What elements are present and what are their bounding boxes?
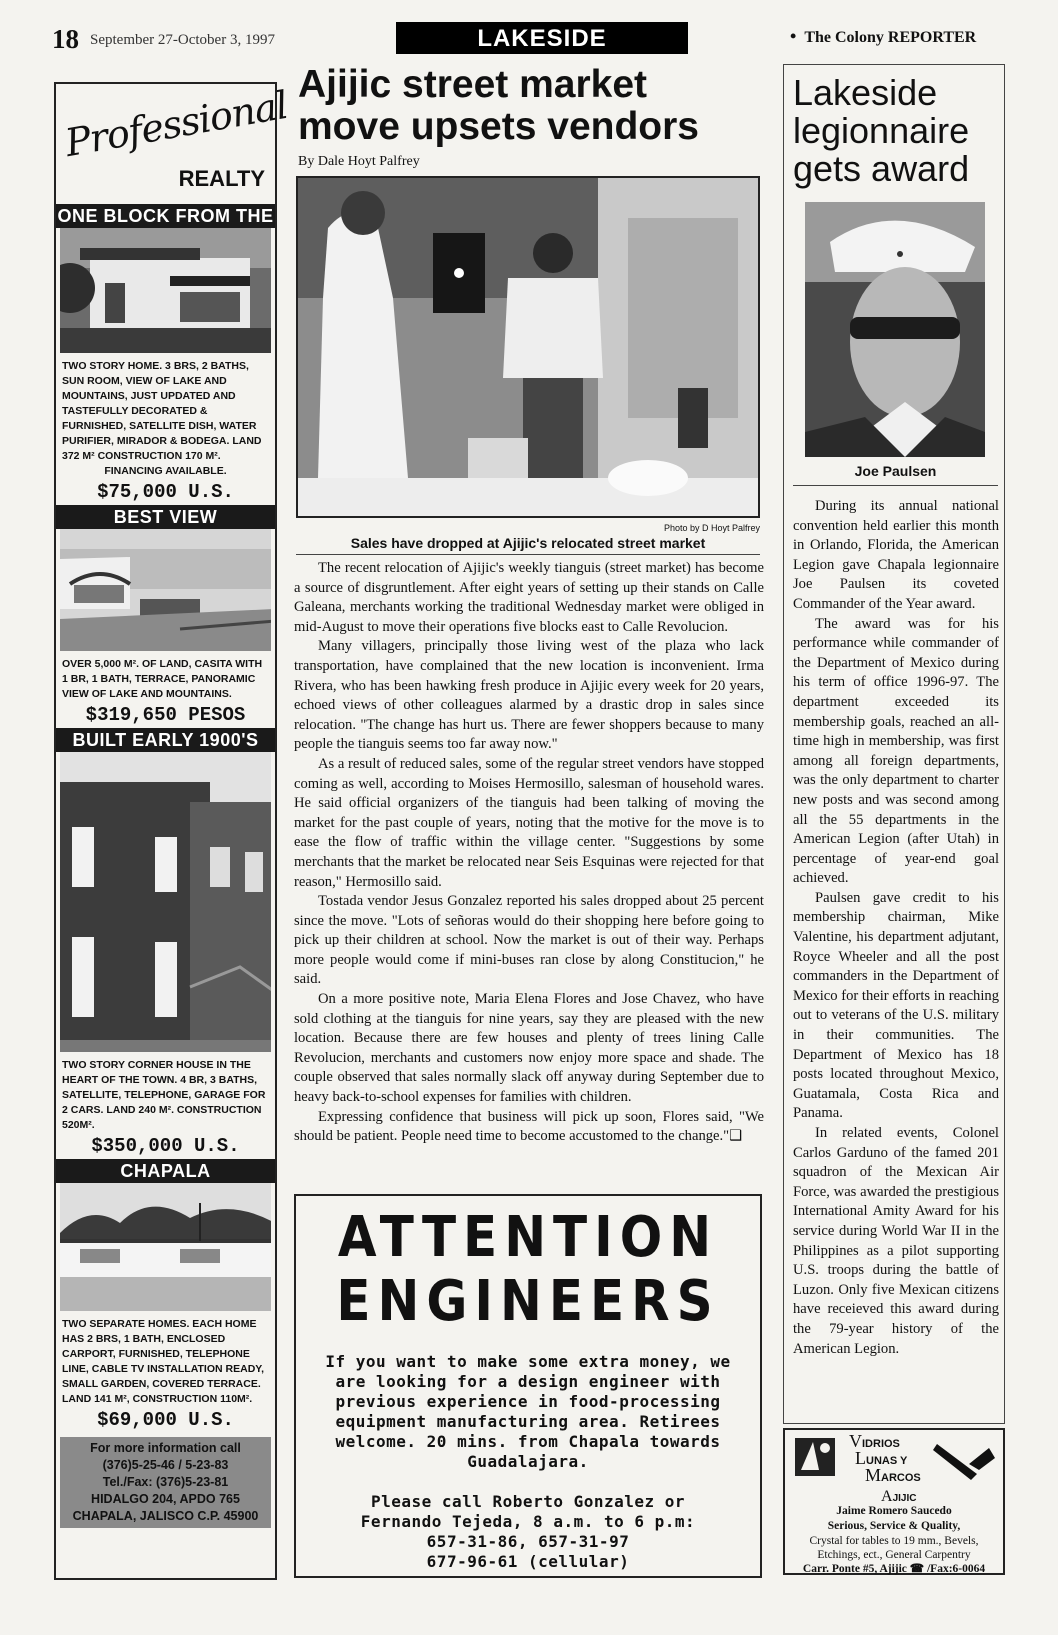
services-line: Crystal for tables to 19 mm., Bevels, bbox=[809, 1535, 979, 1547]
photo-caption: Sales have dropped at Ajijic's relocated street market bbox=[296, 535, 760, 555]
article-paragraph: The recent relocation of Ajijic's weekly tianguis (street market) has become a source of disgruntlement. After eight years of setting up their stands on Calle Galeana, merchants working the traditional Wednesday market were obliged in mid-August to move their operations five blocks east to Calle Revolucion. bbox=[294, 560, 764, 635]
contact-fax: Tel./Fax: (376)5-23-81 bbox=[102, 1475, 229, 1489]
name-initial: M bbox=[865, 1465, 882, 1485]
contact-line: For more information call bbox=[90, 1441, 241, 1455]
listing-desc-text: TWO STORY CORNER HOUSE IN THE HEART OF THE TOWN. 4 BR, 3 BATHS, SATELLITE, TELEPHONE, GARAGE FOR 2 CARS. LAND 240 M². CONSTRUCTION 520M². bbox=[62, 1059, 266, 1131]
listing-banner: CHAPALA bbox=[56, 1159, 275, 1183]
main-headline: Ajijic street market move upsets vendors bbox=[298, 63, 699, 148]
listing-price: $319,650 PESOS bbox=[85, 704, 246, 726]
engineers-ad bbox=[294, 1194, 762, 1578]
market-photo bbox=[296, 176, 760, 518]
listing-desc-text: TWO STORY HOME. 3 BRS, 2 BATHS, SUN ROOM, VIEW OF LAKE AND MOUNTAINS, JUST UPDATED AND TASTEFULLY DECORATED & FURNISHED, SATELLITE DISH, WATER PURIFIER, MIRADOR & BODEGA. bbox=[62, 360, 257, 447]
portrait-photo bbox=[805, 202, 985, 457]
listing-desc-financing: FINANCING AVAILABLE. bbox=[104, 465, 227, 477]
paper-name: The Colony REPORTER bbox=[804, 29, 977, 46]
bullet-icon: • bbox=[790, 26, 797, 46]
realty-ad bbox=[54, 82, 291, 1580]
contact-phone: (376)5-25-46 / 5-23-83 bbox=[102, 1458, 229, 1472]
ad-cellular: 677-96-61 (cellular) bbox=[426, 1552, 630, 1571]
name-initial: V bbox=[849, 1431, 862, 1451]
ad-call bbox=[296, 1492, 760, 1572]
listing-price: $75,000 U.S. bbox=[97, 481, 234, 503]
name-rest: UNAS Y bbox=[866, 1455, 908, 1467]
name-rest: ARCOS bbox=[881, 1472, 921, 1484]
name-initial: A bbox=[881, 1488, 893, 1505]
hammer-icon bbox=[933, 1438, 997, 1486]
article-paragraph: Expressing confidence that business will pick up soon, Flores said, "We should be patient. People need time to become accustomed to the change."❑ bbox=[294, 1108, 764, 1145]
vidrios-ad bbox=[783, 1428, 1005, 1575]
article-paragraph: As a result of reduced sales, some of the regular street vendors have stopped coming as well, according to Moises Hermosillo, salesman of household wares. He said official organizers of the tianguis had been talking of moving the market for the past couple of years, noting that the motive for the move is to ease the flow of traffic within the village center. "Suggestions by some merchants that the market be relocated near Seis Esquinas were rejected for that reason," Hermosillo said. bbox=[294, 755, 764, 890]
ad-title-2: ENGINEERS bbox=[336, 1268, 720, 1334]
masthead bbox=[790, 26, 1010, 47]
name-rest: JIJIC bbox=[892, 1493, 917, 1504]
listing-description bbox=[56, 651, 275, 702]
side-article bbox=[793, 497, 999, 1359]
listing-desc-text: OVER 5,000 M². OF LAND, CASITA WITH 1 BR, 1 BATH, TERRACE, PANORAMIC VIEW OF LAKE AND MOUNTAINS. bbox=[62, 658, 263, 700]
listing-description bbox=[56, 1311, 275, 1407]
article-paragraph: Many villagers, principally those living west of the plaza who lack transportation, have complained that the new location is inconvenient. Irma Rivera, who has been hawking fresh produce in Ajijic every week for 20 years, echoed views of other colleagues alarmed by a drastic drop in sales since relocation. "The change has hurt us. There are fewer shoppers because to many people the tianguis seems too far away now." bbox=[294, 638, 764, 753]
photo-credit: Photo by D Hoyt Palfrey bbox=[663, 523, 760, 533]
house-photo bbox=[60, 1183, 271, 1311]
vidrios-owner bbox=[785, 1504, 1003, 1534]
name-rest: IDRIOS bbox=[862, 1438, 900, 1450]
portrait-name: Joe Paulsen bbox=[793, 463, 998, 486]
article-paragraph: Paulsen gave credit to his membership chairman, Mike Valentine, his department adjutant, Royce Wheeler and all the post commanders in the Department of Mexico for their efforts in reaching out to veterans of the U.S. military in their communities. The Department of Mexico has 18 posts located throughout Mexico, Guatamala, Costa Rica and Panama. bbox=[793, 889, 999, 1122]
listing-description bbox=[56, 353, 275, 479]
ad-call-line: Fernando Tejeda, 8 a.m. to 6 p.m: bbox=[360, 1512, 696, 1531]
vidrios-name bbox=[849, 1431, 921, 1485]
logo-word: REALTY bbox=[178, 166, 265, 191]
tagline: Serious, Service & Quality, bbox=[827, 1520, 961, 1532]
section-banner: LAKESIDE bbox=[396, 22, 688, 54]
byline: By Dale Hoyt Palfrey bbox=[298, 154, 420, 169]
ad-title-1: ATTENTION bbox=[337, 1204, 719, 1270]
owner-name: Jaime Romero Saucedo bbox=[836, 1505, 952, 1517]
realty-logo bbox=[56, 82, 291, 204]
article-paragraph: The award was for his performance while commander of the Department of Mexico during his term of office 1996-97. The department exceeded its membership goals, reached an all-time high in membership, was first among all foreign departments, was the only department to charter new posts and was second among all the 55 departments in the American Legion (after Utah) in percentage of year-end goal achieved. bbox=[793, 615, 999, 887]
vidrios-logo-icon bbox=[791, 1434, 851, 1480]
vidrios-services bbox=[785, 1534, 1003, 1576]
name-initial: L bbox=[855, 1448, 866, 1468]
logo-script: Professional bbox=[61, 82, 291, 166]
listing-description bbox=[56, 1052, 275, 1133]
issue-date: September 27-October 3, 1997 bbox=[90, 32, 275, 48]
listing-desc-text: TWO SEPARATE HOMES. EACH HOME HAS 2 BRS, 1 BATH, ENCLOSED CARPORT, FURNISHED, TELEPHONE LINE, CABLE TV INSTALLATION READY, SMALL GARDEN, COVERED TERRACE. LAND 141 M², CONSTRUCTION 110M². bbox=[62, 1318, 265, 1405]
vidrios-address: Carr. Ponte #5, Ajijic ☎ /Fax:6-0064 bbox=[802, 1563, 986, 1575]
listing-banner: BUILT EARLY 1900'S bbox=[56, 728, 275, 752]
services-line: Etchings, ect., General Carpentry bbox=[817, 1549, 971, 1561]
listing-price: $350,000 U.S. bbox=[91, 1135, 240, 1157]
ad-body: If you want to make some extra money, we are looking for a design engineer with previous experience in food-processing equipment manufacturing area. Retirees welcome. 20 mins. from Chapala towards Guadalajara. bbox=[325, 1352, 731, 1471]
realty-contact bbox=[60, 1437, 271, 1528]
house-photo bbox=[60, 529, 271, 651]
house-photo bbox=[60, 752, 271, 1052]
main-article bbox=[294, 559, 764, 1147]
contact-city: CHAPALA, JALISCO C.P. 45900 bbox=[72, 1509, 259, 1523]
article-paragraph: In related events, Colonel Carlos Garduno of the famed 201 squadron of the Mexican Air Force, was awarded the prestigious International Amity Award for his service during World War II in the Philippines as a pilot supporting U.S. troops during the battle of Luzon. Only five Mexican citizens have receieved this award during the 79-year history of the American Legion. bbox=[793, 1125, 999, 1357]
side-headline: Lakeside legionnaire gets award bbox=[793, 72, 970, 189]
contact-address: HIDALGO 204, APDO 765 bbox=[91, 1492, 240, 1506]
article-paragraph: Tostada vendor Jesus Gonzalez reported his sales dropped about 25 percent since the move. "Lots of señoras would do their shopping here before going to pick up their children at school. Now the market is out of their way. Perhaps more people would come if mini-buses ran close by along Constitucion," he said. bbox=[294, 893, 764, 988]
listing-price: $69,000 U.S. bbox=[97, 1409, 234, 1431]
page-number: 18 bbox=[52, 24, 79, 54]
listing-banner: ONE BLOCK FROM THE bbox=[57, 206, 274, 226]
ad-call-line: Please call Roberto Gonzalez or bbox=[370, 1492, 686, 1511]
article-paragraph: During its annual national convention held earlier this month in Orlando, Florida, the American Legion gave Chapala legionnaire Joe Paulsen its coveted Commander of the Year award. bbox=[793, 498, 999, 612]
listing-desc-land: LAND 372 M² CONSTRUCTION 170 M². bbox=[62, 435, 262, 462]
ad-phones: 657-31-86, 657-31-97 bbox=[426, 1532, 630, 1551]
article-paragraph: On a more positive note, Maria Elena Flores and Jose Chavez, who have sold clothing at the tianguis for nine years, say they are pleased with the new location. Because there are few houses and plenty of trees lining Calle Revolucion, merchants and customers now enjoy more space and shade. The couple observed that sales normally slack off anyway during September due to heavy back-to-school expenses for families with children. bbox=[294, 991, 764, 1106]
listing-banner: BEST VIEW bbox=[56, 505, 275, 529]
house-photo bbox=[60, 228, 271, 353]
